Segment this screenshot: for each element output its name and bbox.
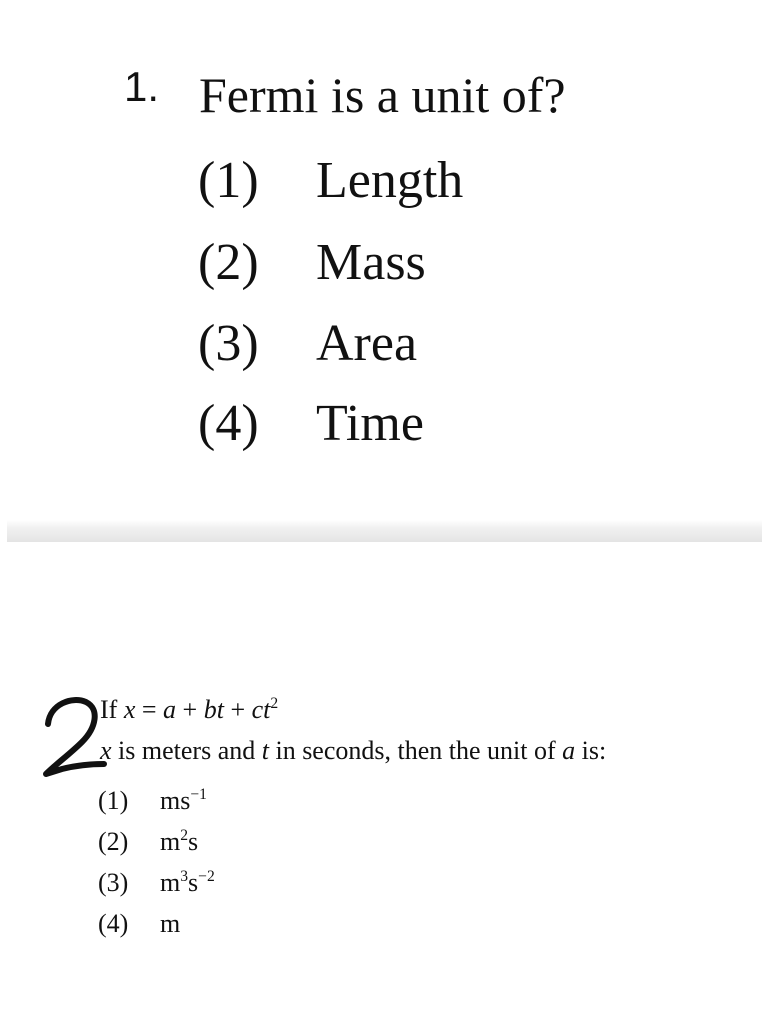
option-number: (4) (198, 395, 259, 452)
option-number: (1) (198, 152, 259, 209)
section-divider (7, 520, 762, 542)
option-number: (1) (98, 786, 129, 815)
q1-option-1 (198, 152, 464, 209)
q1-option-2 (198, 234, 426, 291)
question-2-equation: If x = a + bt + $ct^2$ (100, 694, 279, 724)
q2-option-1: (1) $ms^{-1}$ (98, 785, 207, 815)
q2-option-3: (3) $m^3s^{-2}$ (98, 867, 215, 897)
q2-option-2: (2) $m^2s$ (98, 826, 199, 856)
option-number: (2) (98, 827, 129, 856)
q1-option-3 (198, 315, 418, 372)
option-text: Mass (316, 234, 426, 291)
option-number: (3) (98, 868, 129, 897)
handwritten-number-2 (38, 690, 108, 780)
q1-option-4 (198, 395, 424, 452)
option-text: Time (316, 395, 424, 452)
option-text: Area (316, 315, 418, 372)
q2-option-4: (4) m (98, 909, 181, 938)
question-1-number: 1. (124, 63, 160, 110)
option-text: Length (316, 152, 464, 209)
option-number: (3) (198, 315, 259, 372)
question-1-text: Fermi is a unit of? (199, 67, 566, 123)
option-number: (4) (98, 909, 129, 938)
option-number: (2) (198, 234, 259, 291)
question-2-text: x is meters and t in seconds, then the unit of a is: (100, 736, 607, 765)
